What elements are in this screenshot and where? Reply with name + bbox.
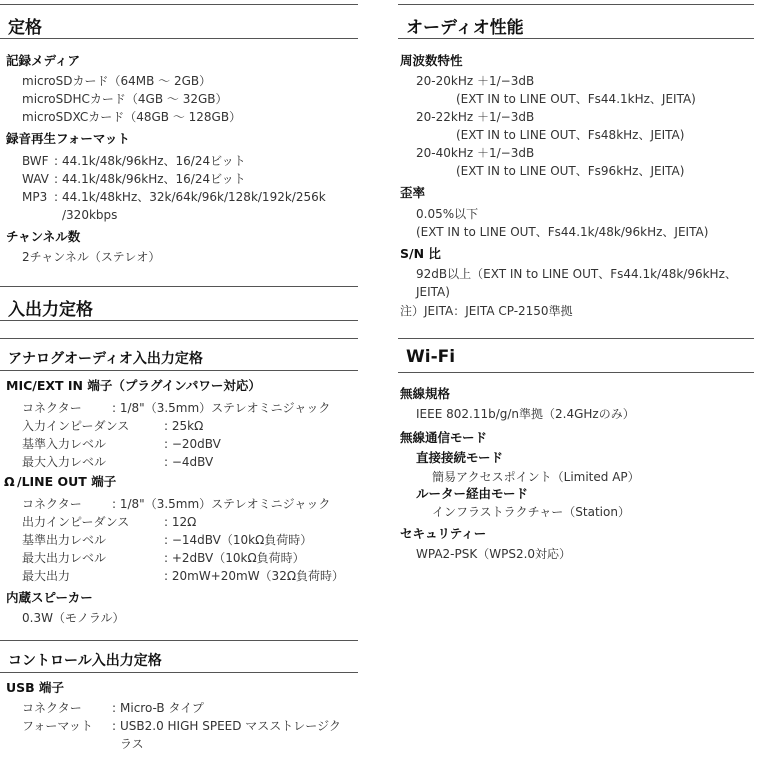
left-column: [0, 0, 358, 760]
media-line: microSDHCカード（4GB ～ 32GB）: [22, 92, 228, 106]
sn-heading: S/N 比: [400, 246, 441, 261]
spec-value: : +2dBV（10kΩ負荷時）: [164, 551, 305, 565]
format-sep: :: [54, 154, 59, 168]
analog-heading: アナログオーディオ入出力定格: [8, 351, 203, 367]
format-mp3-value: 44.1k/48kHz、32k/64k/96k/128k/192k/256k: [62, 190, 326, 204]
format-sep: :: [54, 172, 59, 186]
control-rule: [0, 672, 358, 673]
audio-section-rule: [398, 38, 754, 39]
io-section-rule: [0, 320, 358, 321]
right-column: [398, 0, 754, 760]
spec-label: 最大出力: [22, 569, 71, 583]
mic-heading: MIC/EXT IN 端子（プラグインパワー対応）: [6, 378, 261, 393]
security-value: WPA2-PSK（WPS2.0対応）: [416, 547, 572, 561]
format-heading: 録音再生フォーマット: [6, 131, 130, 146]
spec-value-cont: ラス: [120, 737, 144, 751]
distortion-line: 0.05%以下: [416, 207, 479, 221]
speaker-value: 0.3W（モノラル）: [22, 611, 125, 625]
headphone-icon: Ω: [4, 474, 15, 489]
sn-line: 92dB以上（EXT IN to LINE OUT、Fs44.1k/48k/96kHz、: [416, 267, 737, 281]
freq-line: (EXT IN to LINE OUT、Fs44.1kHz、JEITA): [456, 92, 696, 106]
spec-sep: :: [112, 701, 117, 715]
spec-value: : 1/8"（3.5mm）ステレオミニジャック: [112, 497, 331, 511]
format-sep: :: [54, 190, 59, 204]
channels-heading: チャンネル数: [6, 229, 81, 244]
speaker-heading: 内蔵スピーカー: [6, 590, 93, 605]
control-heading: コントロール入出力定格: [8, 653, 162, 669]
spec-value: : 12Ω: [164, 515, 197, 529]
wireless-std-heading: 無線規格: [400, 386, 451, 401]
freq-heading: 周波数特性: [400, 53, 463, 68]
spec-label: 最大出力レベル: [22, 551, 107, 565]
distortion-heading: 歪率: [400, 185, 426, 200]
wifi-section-rule: [398, 372, 754, 373]
format-bwf-value: 44.1k/48k/96kHz、16/24ビット: [62, 154, 246, 168]
price-section-header: [0, 4, 358, 38]
spec-label: 入力インピーダンス: [22, 419, 130, 433]
audio-section-header: [398, 4, 754, 38]
freq-line: 20-22kHz ＋1/−3dB: [416, 110, 535, 124]
analog-header: [0, 338, 358, 367]
wireless-std-value: IEEE 802.11b/g/n準拠（2.4GHzのみ）: [416, 407, 635, 421]
freq-line: (EXT IN to LINE OUT、Fs48kHz、JEITA): [456, 128, 685, 142]
sn-line: JEITA): [416, 285, 450, 299]
freq-line: 20-20kHz ＋1/−3dB: [416, 74, 535, 88]
jeita-note: 注）JEITA：JEITA CP-2150準拠: [400, 304, 573, 318]
spec-label: フォーマット: [22, 719, 93, 733]
format-mp3-label: MP3: [22, 190, 48, 204]
wifi-section-header: [398, 338, 754, 367]
media-line: microSDカード（64MB ～ 2GB）: [22, 74, 212, 88]
price-section-title: 定格: [8, 18, 42, 38]
io-section-header: [0, 286, 358, 320]
usb-heading: USB 端子: [6, 680, 65, 695]
format-wav-value: 44.1k/48k/96kHz、16/24ビット: [62, 172, 246, 186]
spec-label: コネクター: [22, 497, 82, 511]
price-section-rule: [0, 38, 358, 39]
media-heading: 記録メディア: [6, 53, 81, 68]
spec-value: : −14dBV（10kΩ負荷時）: [164, 533, 313, 547]
spec-label: コネクター: [22, 401, 82, 415]
spec-sep: :: [112, 719, 117, 733]
format-mp3-value-cont: /320kbps: [62, 208, 118, 222]
line-out-heading: /LINE OUT 端子: [17, 474, 117, 489]
spec-value: Micro-B タイプ: [120, 701, 204, 715]
format-bwf-label: BWF: [22, 154, 49, 168]
security-heading: セキュリティー: [400, 526, 487, 541]
spec-label: 出力インピーダンス: [22, 515, 130, 529]
spec-value: : 1/8"（3.5mm）ステレオミニジャック: [112, 401, 331, 415]
analog-rule: [0, 370, 358, 371]
channels-value: 2チャンネル（ステレオ）: [22, 250, 161, 264]
media-line: microSDXCカード（48GB ～ 128GB）: [22, 110, 242, 124]
io-section-title: 入出力定格: [8, 300, 93, 320]
direct-mode-heading: 直接接続モード: [416, 450, 504, 465]
spec-value: : −20dBV: [164, 437, 221, 451]
spec-label: 基準出力レベル: [22, 533, 107, 547]
wireless-mode-heading: 無線通信モード: [400, 430, 488, 445]
spec-label: 最大入力レベル: [22, 455, 107, 469]
format-wav-label: WAV: [22, 172, 49, 186]
distortion-line: (EXT IN to LINE OUT、Fs44.1k/48k/96kHz、JEITA): [416, 225, 709, 239]
spec-value: : 20mW+20mW（32Ω負荷時）: [164, 569, 345, 583]
control-header: [0, 640, 358, 669]
direct-mode-value: 簡易アクセスポイント（Limited AP）: [432, 470, 640, 484]
freq-line: 20-40kHz ＋1/−3dB: [416, 146, 535, 160]
spec-value: : −4dBV: [164, 455, 214, 469]
spec-label: コネクター: [22, 701, 82, 715]
spec-value: : 25kΩ: [164, 419, 204, 433]
wifi-section-title: Wi-Fi: [406, 347, 456, 367]
router-mode-heading: ルーター経由モード: [416, 486, 529, 501]
spec-value: USB2.0 HIGH SPEED マスストレージク: [120, 719, 341, 733]
freq-line: (EXT IN to LINE OUT、Fs96kHz、JEITA): [456, 164, 685, 178]
audio-section-title: オーディオ性能: [406, 18, 524, 38]
router-mode-value: インフラストラクチャー（Station）: [432, 505, 630, 519]
spec-label: 基準入力レベル: [22, 437, 107, 451]
